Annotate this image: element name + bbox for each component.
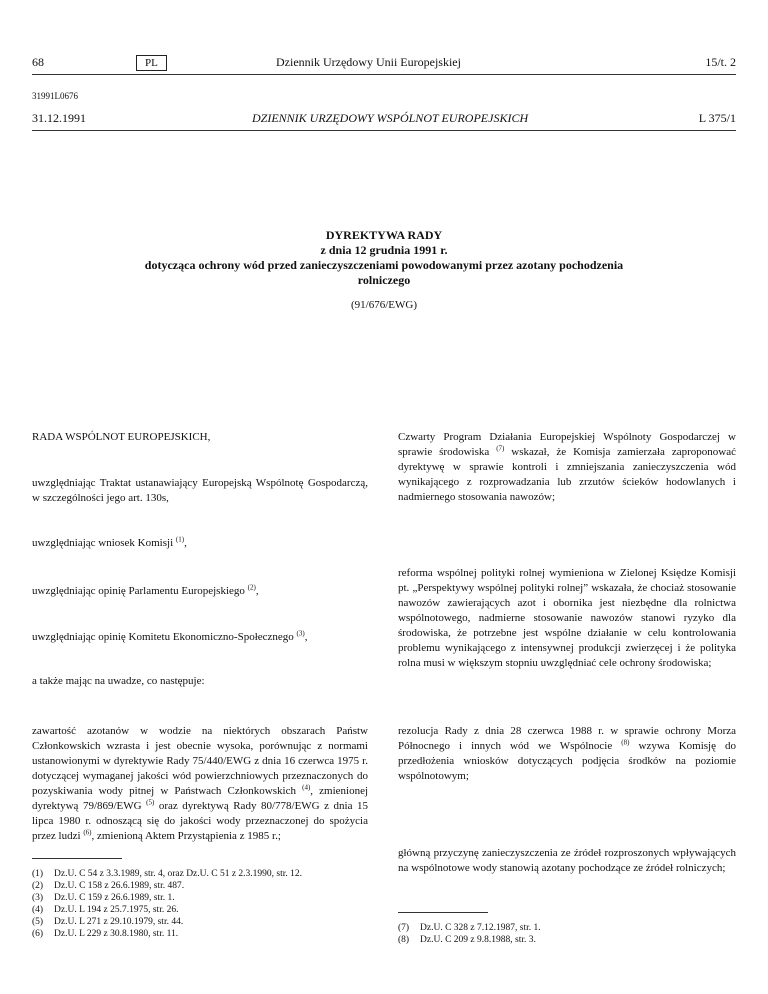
council-heading: RADA WSPÓLNOT EUROPEJSKICH, [32, 431, 211, 443]
footnote-separator-right [398, 912, 488, 913]
footnote-item [32, 880, 372, 892]
recital-nitrates-text-a: zawartość azotanów w wodzie na niektórych obszarach Państw Członkowskich wzrasta i jest obecnie wysoka, porównując z normami ustanowionymi w dyrektywie Rady 75/440/EWG z dnia 16 czerwca 1975 r. dotyczącej wymaganej jakości wód powierzchniowych przeznaczonych do pozyskiwania wody pitnej w Państwach Członkowskich [32, 725, 368, 797]
left-footnotes [32, 868, 372, 940]
recital-parliament: uwzględniając opinię Parlamentu Europejskiego $^{(2)}$, [32, 583, 259, 597]
recital-nitrates [32, 724, 368, 844]
footnote-text: Dz.U. L 194 z 25.7.1975, str. 26. [54, 905, 179, 915]
recital-reform: reforma wspólnej polityki rolnej wymieniona w Zielonej Księdze Komisji pt. „Perspektywy wspólnej polityki rolnej” wskazała, że chociaż stosowanie nawozów zawierających azot i obornika jest niezbędne dla rolnictwa wspólnotowego, nadmierne stosowanie nawozów stanowi ryzyko dla środowiska, że potrzebne jest wspólne działanie w celu kontrolowania problemu wynikającego z intensywnej produkcji zwierzęcej i że polityka rolna musi w większym stopniu uwzględniać cele ochrony środowiska; [398, 567, 736, 669]
recital-parliament-text: uwzględniając opinię Parlamentu Europejskiego [32, 585, 245, 597]
footnote-ref-3: (3) [296, 629, 305, 638]
page-number: 68 [32, 55, 44, 69]
footnote-text: Dz.U. C 158 z 26.6.1989, str. 487. [54, 881, 185, 891]
footnote-mark: (2) [32, 881, 44, 891]
recital-proposal-text: uwzględniając wniosek Komisji [32, 537, 174, 549]
recital-proposal: uwzględniając wniosek Komisji $^{(1)}$, [32, 535, 187, 549]
recital-program-text-a: Czwarty Program Działania Europejskiej Wspólnoty Gospodarczej w sprawie środowiska [398, 431, 736, 458]
recital-resolution-text-a: rezolucja Rady z dnia 28 czerwca 1988 r. w sprawie ochrony Morza Północnego i innych wód we Wspólnocie [398, 725, 736, 752]
directive-date: z dnia 12 grudnia 1991 r. [320, 243, 448, 257]
recital-program-text-b: wskazał, że Komisja zamierzała zaproponować dyrektywę w sprawie kontroli i zmniejszania zanieczyszczenia wód wynikającego z rozprowadzania lub zrzutów ścieków hodowlanych i nadmiernego stosowania nawozów; [398, 446, 736, 503]
footnote-mark: (5) [32, 917, 44, 927]
footnote-mark: (6) [32, 929, 44, 939]
journal-title: Dziennik Urzędowy Unii Europejskiej [276, 55, 461, 69]
footnote-item [398, 922, 736, 934]
footnote-ref-4: (4) [302, 783, 311, 792]
recital-committee: uwzględniając opinię Komitetu Ekonomiczno-Społecznego $^{(3)}$, [32, 629, 308, 643]
footnote-mark: (3) [32, 893, 44, 903]
footnote-item [32, 868, 372, 880]
footnote-text: Dz.U. C 54 z 3.3.1989, str. 4, oraz Dz.U. C 51 z 2.3.1990, str. 12. [54, 869, 303, 879]
footnote-text: Dz.U. C 159 z 26.6.1989, str. 1. [54, 893, 175, 903]
footnote-mark: (8) [398, 935, 410, 945]
celex-number: 31991L0676 [32, 91, 78, 101]
directive-title: DYREKTYWA RADY [325, 228, 443, 242]
footnote-text: Dz.U. C 328 z 7.12.1987, str. 1. [420, 923, 541, 933]
header-rule-2 [32, 130, 736, 131]
footnote-mark: (4) [32, 905, 44, 915]
directive-subject-cont: rolniczego [357, 273, 411, 287]
directive-subject: dotycząca ochrony wód przed zanieczyszczeniami powodowanymi przez azotany pochodzenia [144, 258, 624, 272]
footnote-ref-1: (1) [175, 535, 185, 544]
footnote-ref-7: (7) [496, 444, 505, 453]
footnote-text: Dz.U. L 229 z 30.8.1980, str. 11. [54, 929, 179, 939]
oj-reference: L 375/1 [698, 111, 736, 125]
recital-nitrates-text-c: oraz dyrektywą Rady 80/778/EWG z dnia 15 lipca 1980 r. odnoszącą się do jakości wody przeznaczonej do spożycia przez ludzi [32, 800, 368, 842]
footnote-item [32, 916, 372, 928]
footnote-text: Dz.U. C 209 z 9.8.1988, str. 3. [420, 935, 536, 945]
language-box: PL [136, 55, 167, 71]
footnote-item [398, 934, 736, 946]
original-journal-title: DZIENNIK URZĘDOWY WSPÓLNOT EUROPEJSKICH [252, 111, 529, 125]
footnote-text: Dz.U. L 271 z 29.10.1979, str. 44. [54, 917, 184, 927]
footnote-item [32, 904, 372, 916]
directive-code: (91/676/EWG) [351, 299, 417, 311]
footnote-separator-left [32, 858, 122, 859]
footnote-item [32, 892, 372, 904]
recital-resolution-text-b: wzywa Komisję do przedłożenia wniosków dotyczących podjęcia środków na poziomie wspólnotowym; [398, 740, 737, 782]
footnote-ref-5: (5) [146, 798, 155, 807]
footnote-ref-2: (2) [247, 583, 256, 592]
footnote-ref-6: (6) [83, 828, 92, 837]
recital-nitrates-text-d: , zmienioną Aktem Przystąpienia z 1985 r.; [91, 830, 281, 842]
recital-nitrates-text-b: , zmienionej dyrektywą 79/869/EWG [32, 785, 369, 812]
recital-main-cause: główną przyczynę zanieczyszczenia ze źródeł rozproszonych wpływających na wspólnotowe wody stanowią azotany pochodzące ze źródeł rolniczych; [398, 847, 736, 874]
recital-action-program [398, 430, 736, 505]
recital-resolution [398, 724, 736, 784]
footnote-ref-8: (8) [621, 738, 630, 747]
recital-committee-text: uwzględniając opinię Komitetu Ekonomiczno-Społecznego [32, 631, 294, 643]
header-rule [32, 74, 736, 75]
volume-number: 15/t. 2 [705, 55, 736, 69]
whereas-line: a także mając na uwadze, co następuje: [32, 675, 205, 687]
footnote-mark: (7) [398, 923, 410, 933]
footnote-item [32, 928, 372, 940]
right-footnotes [398, 922, 736, 946]
publication-date: 31.12.1991 [32, 111, 86, 125]
recital-treaty: uwzględniając Traktat ustanawiający Europejską Wspólnotę Gospodarczą, w szczególności jego art. 130s, [32, 477, 368, 504]
footnote-mark: (1) [32, 869, 44, 879]
